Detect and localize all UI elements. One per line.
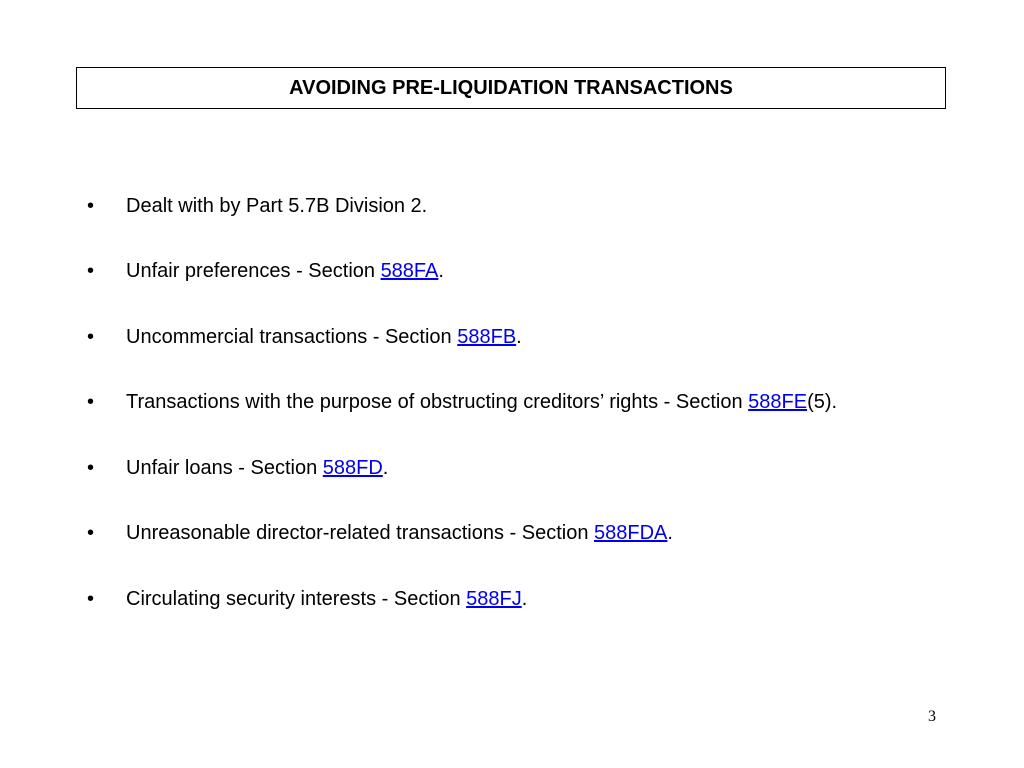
item-text: Transactions with the purpose of obstructing creditors’ rights - Section: [126, 391, 749, 413]
list-item: [0, 256, 1024, 286]
item-text: Uncommercial transactions - Section: [126, 326, 458, 348]
bullet-icon: •: [87, 260, 95, 282]
page-number: 3: [928, 708, 936, 725]
list-item: [0, 387, 1024, 417]
bullet-icon: •: [87, 391, 95, 413]
item-suffix: (5).: [807, 391, 838, 413]
item-text: Dealt with by Part 5.7B Division 2.: [126, 195, 428, 217]
section-link-588fd[interactable]: 588FD: [322, 457, 383, 479]
section-link-588fb[interactable]: 588FB: [457, 326, 517, 348]
bullet-text: [126, 584, 527, 614]
slide-title: AVOIDING PRE-LIQUIDATION TRANSACTIONS: [289, 76, 733, 99]
item-suffix: .: [521, 588, 528, 610]
bullet-text: [126, 322, 522, 352]
bullet-icon: •: [87, 588, 95, 610]
item-suffix: .: [516, 326, 522, 348]
section-link-588fe[interactable]: 588FE: [748, 391, 808, 413]
list-item: [0, 191, 1024, 221]
section-link-588fa[interactable]: 588FA: [380, 260, 439, 282]
item-suffix: .: [382, 457, 389, 479]
item-text: Circulating security interests - Section: [126, 588, 467, 610]
item-text: Unfair loans - Section: [126, 457, 323, 479]
list-item: [0, 518, 1024, 548]
bullet-text: [126, 191, 427, 221]
section-link-588fj[interactable]: 588FJ: [466, 588, 522, 610]
bullet-icon: •: [87, 326, 95, 348]
item-suffix: .: [438, 260, 444, 282]
list-item: [0, 322, 1024, 352]
bullet-icon: •: [87, 522, 95, 544]
bullet-text: [126, 256, 444, 286]
item-text: Unfair preferences - Section: [126, 260, 381, 282]
section-link-588fda[interactable]: 588FDA: [594, 522, 668, 544]
bullet-text: [126, 518, 673, 548]
item-text: Unreasonable director-related transactions - Section: [126, 522, 595, 544]
list-item: [0, 453, 1024, 483]
bullet-icon: •: [87, 457, 95, 479]
list-item: [0, 584, 1024, 614]
bullet-text: [126, 453, 388, 483]
bullet-text: [126, 387, 837, 417]
bullet-icon: •: [87, 195, 95, 217]
item-suffix: .: [667, 522, 673, 544]
